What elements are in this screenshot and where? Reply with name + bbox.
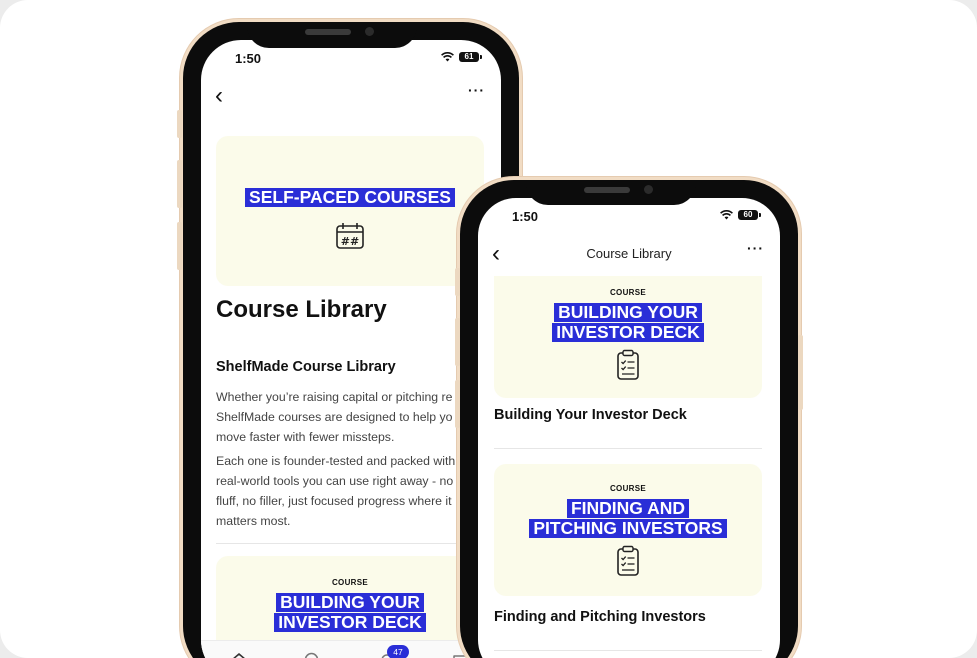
front-camera [644, 185, 653, 194]
volume-down-button [455, 380, 460, 428]
volume-up-button [455, 318, 460, 366]
phone-right [460, 180, 798, 658]
detail-paragraph [216, 451, 455, 531]
calendar-icon [334, 222, 366, 250]
battery-icon: 60 [738, 210, 758, 220]
status-icons [720, 210, 758, 220]
course-title[interactable]: Finding and Pitching Investors [494, 609, 706, 625]
volume-up-button [177, 160, 182, 208]
course-title[interactable]: Building Your Investor Deck [494, 407, 687, 423]
back-chevron-icon[interactable]: ‹ [215, 82, 223, 109]
front-camera [365, 27, 374, 36]
course-banner-line: BUILDING YOUR [554, 303, 702, 322]
more-options-icon[interactable]: ··· [747, 240, 764, 256]
wifi-icon [441, 52, 454, 62]
back-chevron-icon[interactable]: ‹ [492, 240, 500, 267]
search-tab-icon[interactable] [301, 651, 325, 658]
more-options-icon[interactable]: ··· [468, 82, 485, 98]
course-card-banner[interactable] [494, 464, 762, 596]
course-banner-line: INVESTOR DECK [274, 613, 426, 632]
paragraph-line: move faster with fewer missteps. [216, 430, 395, 444]
wifi-icon [720, 210, 733, 220]
mute-switch [177, 110, 182, 138]
home-tab-icon[interactable] [227, 651, 251, 658]
mute-switch [455, 268, 460, 296]
nav-bar [478, 236, 780, 272]
course-banner-line: INVESTOR DECK [552, 323, 704, 342]
divider [494, 448, 762, 449]
status-icons [441, 52, 479, 62]
power-button [798, 335, 803, 410]
checklist-icon [615, 545, 641, 577]
notifications-tab-icon[interactable] [375, 647, 403, 658]
checklist-icon [615, 349, 641, 381]
speaker [305, 29, 351, 35]
page-title: Course Library [216, 296, 387, 323]
course-banner-line: PITCHING INVESTORS [529, 519, 726, 538]
paragraph-line: fluff, no filler, just focused progress where it [216, 494, 452, 508]
nav-title: Course Library [586, 246, 672, 261]
hero-banner [216, 136, 484, 286]
nav-bar [201, 78, 501, 114]
notification-count-badge: 47 [387, 645, 409, 658]
paragraph-line: ShelfMade courses are designed to help yo [216, 410, 453, 424]
notch [526, 180, 696, 205]
paragraph-line: real-world tools you can use right away - no [216, 474, 454, 488]
volume-down-button [177, 222, 182, 270]
status-time: 1:50 [512, 209, 539, 224]
notch [247, 22, 417, 48]
speaker [584, 187, 630, 193]
course-banner-line: FINDING AND [567, 499, 689, 518]
svg-text:##: ## [340, 235, 360, 248]
section-title: ShelfMade Course Library [216, 359, 396, 375]
divider [216, 543, 486, 544]
course-kicker: COURSE [609, 288, 647, 297]
tab-bar [201, 640, 501, 658]
course-kicker: COURSE [331, 578, 369, 587]
intro-paragraph [216, 387, 453, 447]
paragraph-line: Each one is founder-tested and packed with [216, 454, 456, 468]
course-kicker: COURSE [609, 484, 647, 493]
divider [494, 650, 762, 651]
course-card-banner[interactable] [494, 276, 762, 398]
battery-icon: 61 [459, 52, 479, 62]
hero-title: SELF-PACED COURSES [245, 188, 455, 207]
paragraph-line: matters most. [216, 514, 291, 528]
course-banner-line: BUILDING YOUR [276, 593, 424, 612]
screen-right [478, 198, 780, 658]
status-time: 1:50 [235, 51, 262, 66]
paragraph-line: Whether you’re raising capital or pitching re [216, 390, 453, 404]
